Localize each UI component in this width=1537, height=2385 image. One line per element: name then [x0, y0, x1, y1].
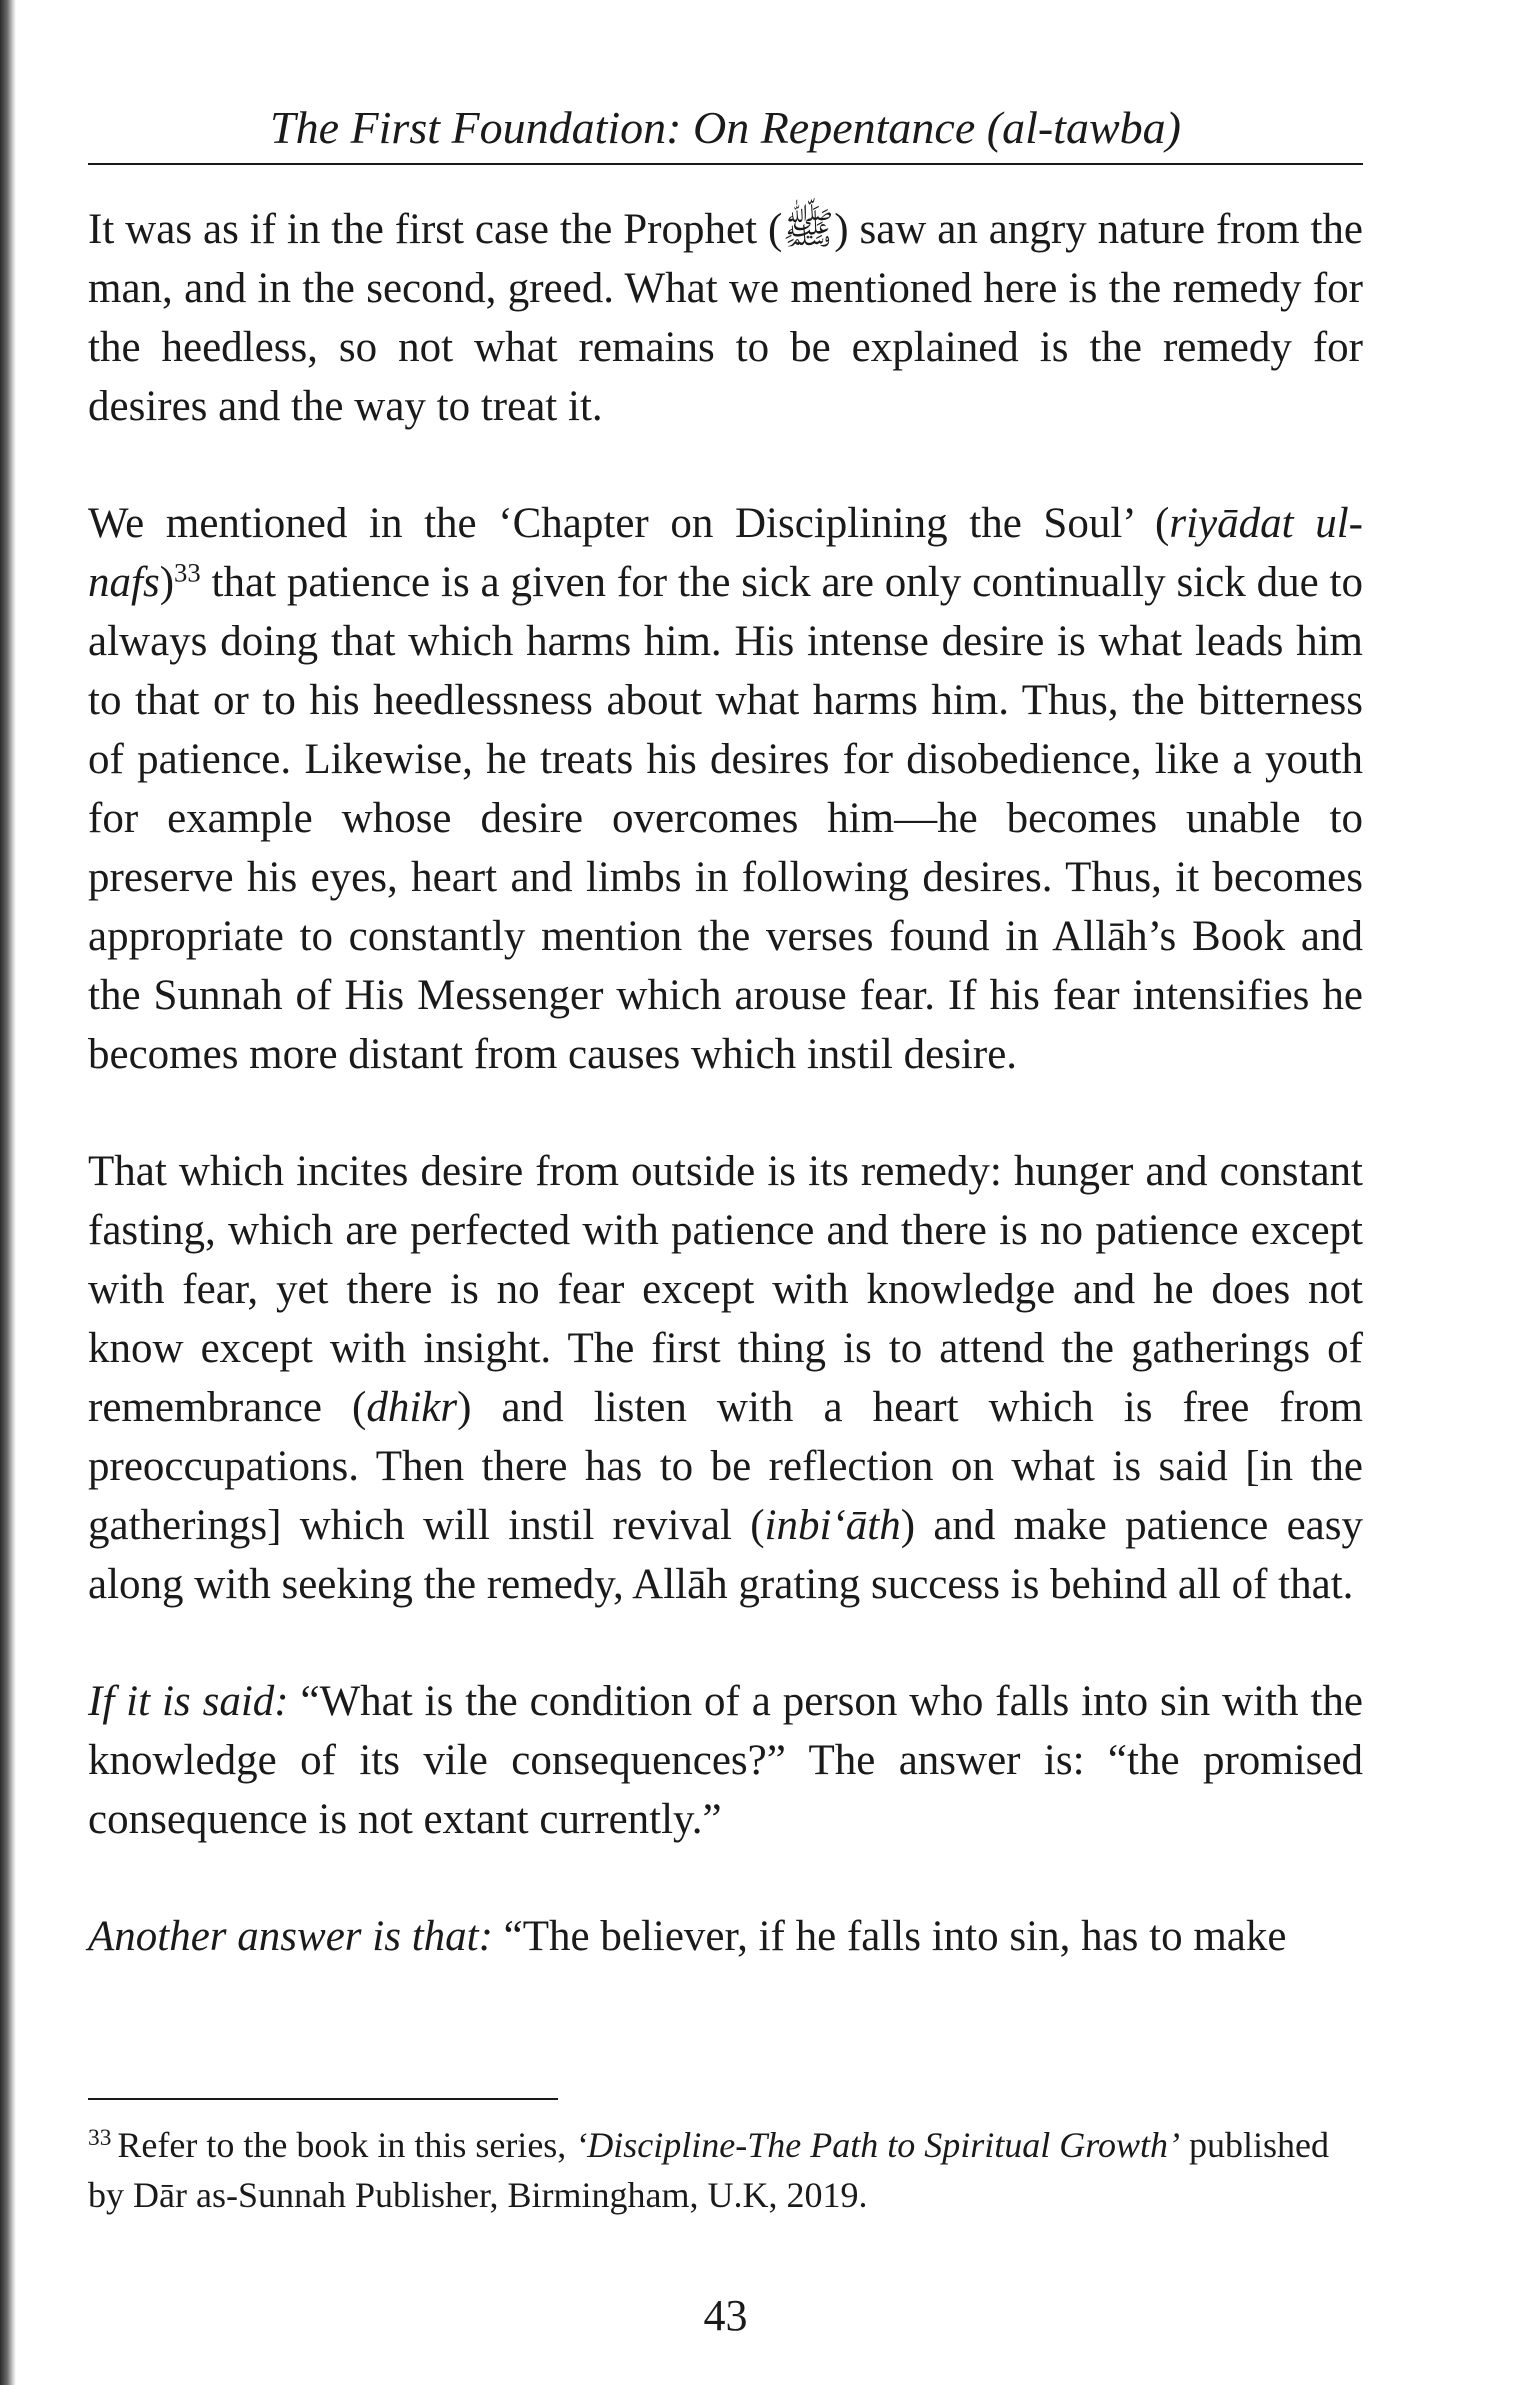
lead-if-it-is-said: If it is said:: [88, 1678, 289, 1725]
paragraph-1: It was as if in the first case the Prophet (ﷺ) saw an angry nature from the man, and in the second, greed. What we mentioned here is the remedy for the heedless, so not what remains to be explained is the remedy for desires and the way to treat it.: [88, 206, 1363, 430]
paragraph-5: Another answer is that: “The believer, if he falls into sin, has to make: [88, 1913, 1287, 1960]
paragraph-4: If it is said: “What is the condition of a person who falls into sin with the knowledge of its vile consequences?” The answer is: “the promised consequence is not extant currently.”: [88, 1678, 1364, 1843]
term-riyadat-ul-nafs: riyādat ul-nafs: [88, 500, 1363, 606]
header-rule: [88, 163, 1363, 165]
book-page: [88, 0, 1363, 2385]
body-text: [88, 200, 1363, 1966]
page-number: 43: [703, 2291, 748, 2340]
footnote-rule: [88, 2098, 558, 2100]
term-inbiath: inbi‘āth: [764, 1502, 901, 1549]
paragraph-3: That which incites desire from outside is its remedy: hunger and constant fasting, which are perfected with patience and there is no patience except with fear, yet there is no fear except with knowledge and he does not know except with insight. The first thing is to attend the gatherings of remembrance (dhikr) and listen with a heart which is free from preoccupations. Then there has to be reflection on what is said [in the gatherings] which will instil revival (inbi‘āth) and make patience easy along with seeking the remedy, Allāh grating success is behind all of that.: [88, 1148, 1363, 1608]
footnote-number: 33: [88, 2125, 112, 2152]
paragraph-2: We mentioned in the ‘Chapter on Disciplining the Soul’ (riyādat ul-nafs)$^{33}$ that patience is a given for the sick are only continually sick due to always doing that which harms him. His intense desire is what leads him to that or to his heedlessness about what harms him. Thus, the bitterness of patience. Likewise, he treats his desires for disobedience, like a youth for example whose desire overcomes him—he becomes unable to preserve his eyes, heart and limbs in following desires. Thus, it becomes appropriate to constantly mention the verses found in Allāh’s Book and the Sunnah of His Messenger which arouse fear. If his fear intensifies he becomes more distant from causes which instil desire.: [88, 500, 1363, 1078]
term-dhikr: dhikr: [366, 1384, 458, 1431]
footnote-book-title: ‘Discipline-The Path to Spiritual Growth’: [575, 2125, 1180, 2165]
lead-another-answer: Another answer is that:: [88, 1913, 493, 1960]
running-head: The First Foundation: On Repentance (al-tawba): [270, 102, 1181, 153]
honorific-glyph: ﷺ: [782, 206, 835, 253]
binding-shadow: [0, 0, 16, 2385]
footnote-reference[interactable]: 33: [174, 557, 201, 588]
footnote: $^{33}$ Refer to the book in this series, ‘Discipline-The Path to Spiritual Growth’ published by Dār as-Sunnah Publisher, Birmingham, U.K, 2019.: [88, 2125, 1329, 2215]
